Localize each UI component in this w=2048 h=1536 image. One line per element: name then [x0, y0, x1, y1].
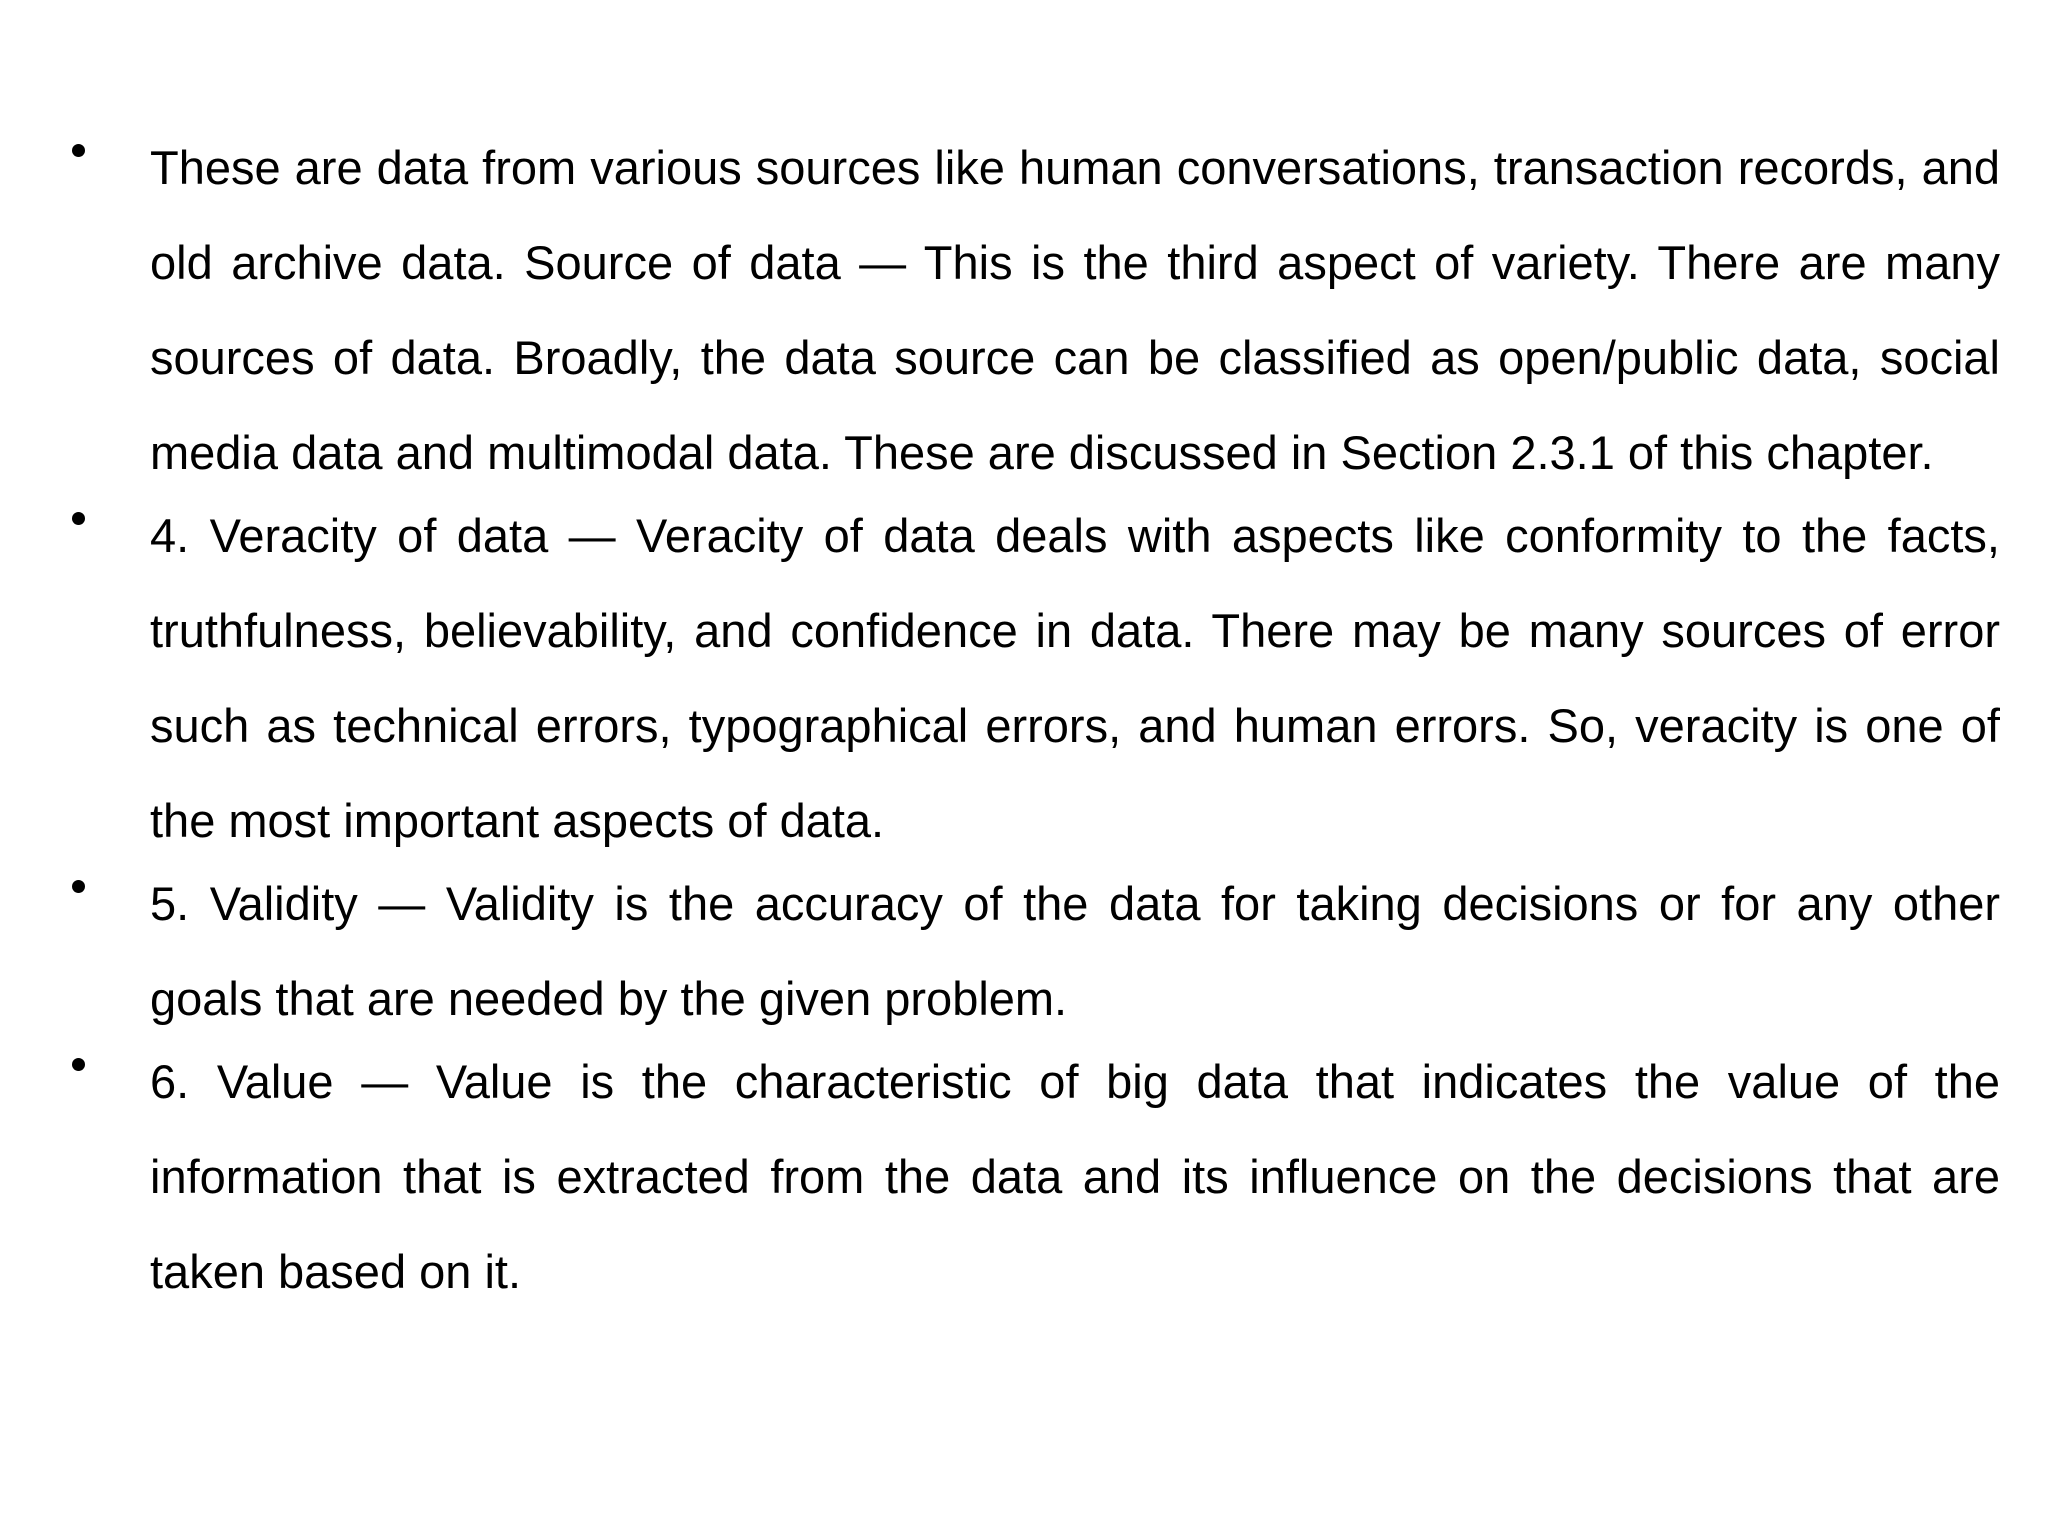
bullet-item [0, 1034, 2048, 1319]
bullet-text: 5. Validity — Validity is the accuracy of the data for taking decisions or for any other goals that are needed by the given problem. [150, 877, 2000, 1025]
bullet-icon [72, 512, 85, 525]
bullet-icon [72, 144, 85, 157]
bullet-icon [72, 1058, 85, 1071]
bullet-item [0, 120, 2048, 500]
bullet-list [0, 142, 2048, 1329]
bullet-text: 4. Veracity of data — Veracity of data deals with aspects like conformity to the facts, truthfulness, believability, and confidence in data. There may be many sources of error such as technical errors, typographical errors, and human errors. So, veracity is one of the most important aspects of data. [150, 509, 2000, 847]
bullet-text: These are data from various sources like human conversations, transaction records, and old archive data. Source of data — This is the third aspect of variety. There are many sources of data. Broadly, the data source can be classified as open/public data, social media data and multimodal data. These are discussed in Section 2.3.1 of this chapter. [150, 141, 2000, 479]
bullet-icon [72, 880, 85, 893]
bullet-text: 6. Value — Value is the characteristic of big data that indicates the value of the information that is extracted from the data and its influence on the decisions that are taken based on it. [150, 1055, 2000, 1298]
bullet-item [0, 856, 2048, 1046]
bullet-item [0, 488, 2048, 868]
